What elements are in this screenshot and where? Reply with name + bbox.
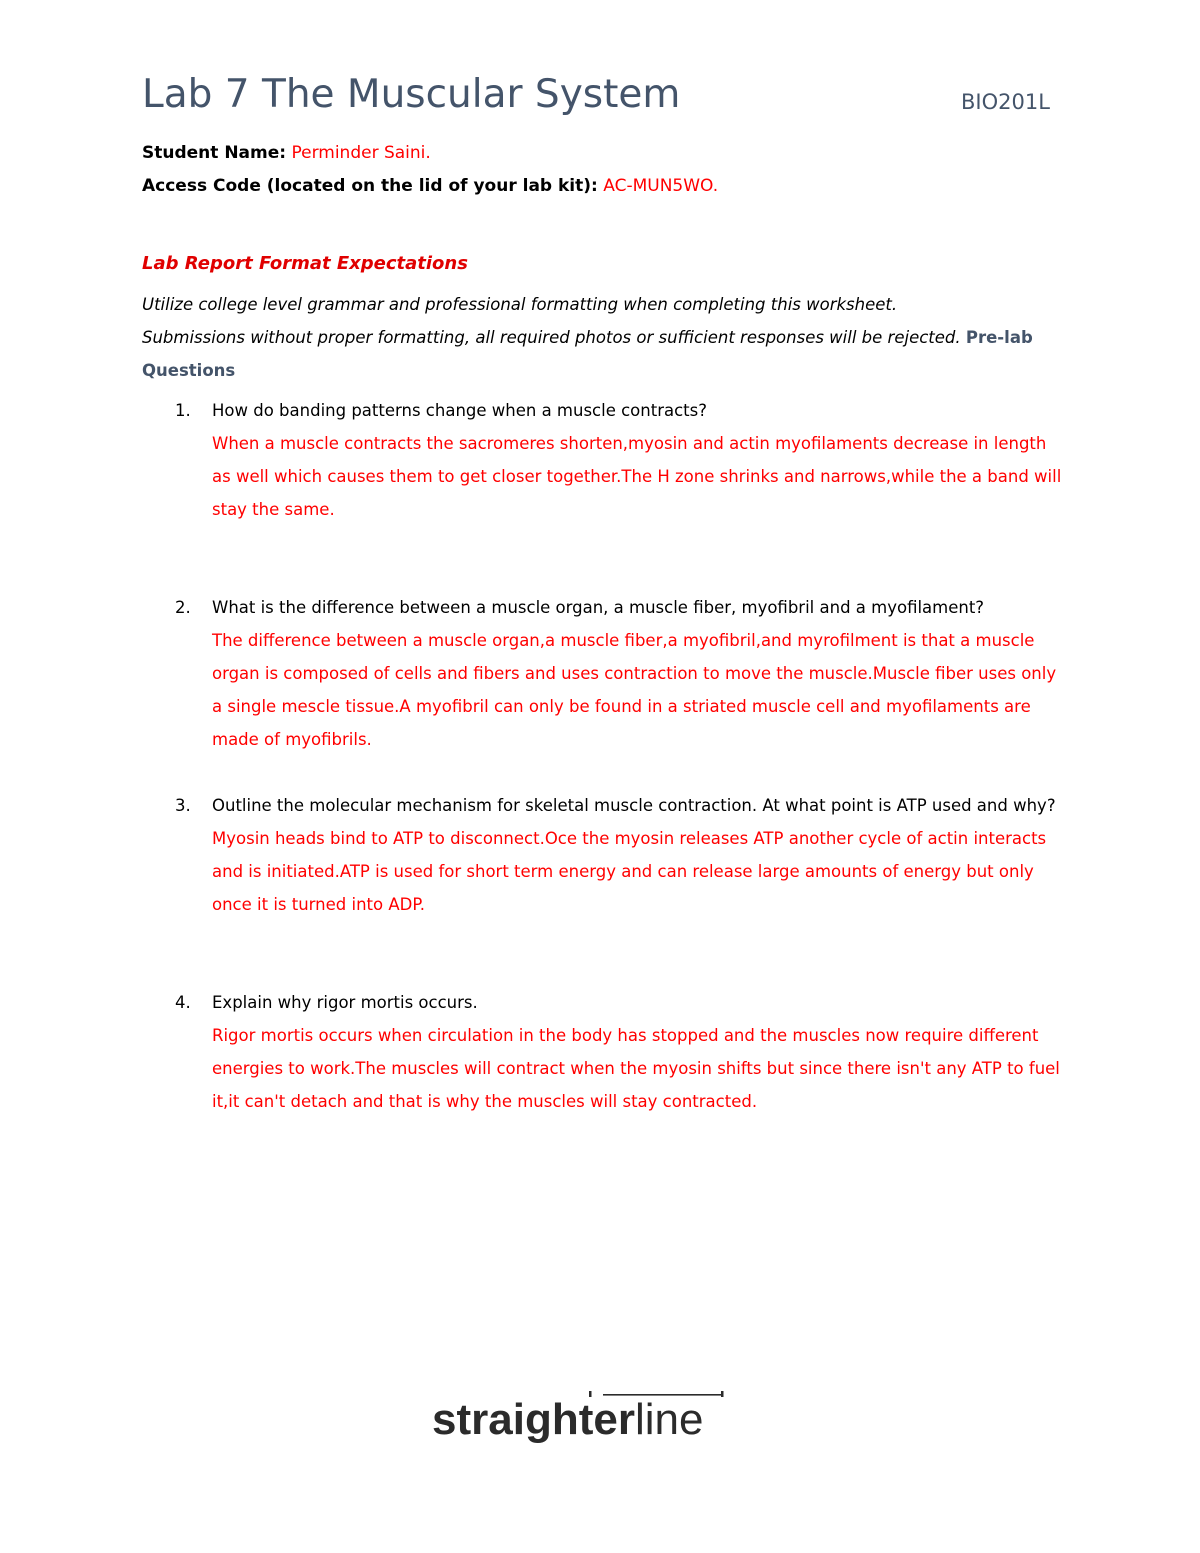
format-body [142, 288, 1057, 387]
question-item [175, 591, 1070, 756]
prelab-heading: Pre-lab Questions [142, 328, 1033, 380]
logo-bold: straighter [432, 1395, 635, 1444]
student-name-value: Perminder Saini. [291, 143, 431, 163]
logo-tick-right [721, 1391, 724, 1397]
logo-text [432, 1395, 703, 1444]
question-text: What is the difference between a muscle organ, a muscle fiber, myofibril and a myofilament? [212, 598, 985, 617]
access-code-label: Access Code (located on the lid of your lab kit): [142, 176, 598, 196]
answer-text: Myosin heads bind to ATP to disconnect.Oce the myosin releases ATP another cycle of actin interacts and is initiated.ATP is used for short term energy and can release large amounts of energy but only once it is turned into ADP. [212, 829, 1047, 914]
question-item [175, 789, 1070, 921]
student-name-label: Student Name: [142, 143, 287, 163]
format-line-2 [142, 321, 1057, 387]
answer-text: The difference between a muscle organ,a muscle fiber,a myofibril,and myrofilment is that a muscle organ is composed of cells and fibers and uses contraction to move the muscle.Muscle fiber uses only a single mescle tissue.A myofibril can only be found in a striated muscle cell and myofilaments are made of myofibrils. [212, 631, 1057, 749]
question-item [175, 394, 1070, 526]
format-line-2-text: Submissions without proper formatting, all required photos or sufficient responses will be rejected. [142, 328, 961, 347]
question-number: 4. [175, 993, 191, 1012]
document-title: Lab 7 The Muscular System [142, 72, 681, 117]
format-line-1: Utilize college level grammar and professional formatting when completing this worksheet. [142, 295, 898, 314]
course-code: BIO201L [961, 90, 1050, 114]
question-number: 1. [175, 401, 191, 420]
straighterline-logo [432, 1390, 762, 1452]
logo-light: line [634, 1395, 704, 1444]
access-code-value: AC-MUN5WO. [603, 176, 719, 196]
question-text: Explain why rigor mortis occurs. [212, 993, 478, 1012]
question-item [175, 986, 1070, 1118]
format-heading: Lab Report Format Expectations [142, 253, 468, 274]
access-code-line [142, 176, 718, 196]
answer-text: Rigor mortis occurs when circulation in the body has stopped and the muscles now require different energies to work.The muscles will contract when the myosin shifts but since there isn't any ATP to fuel it,it can't detach and that is why the muscles will stay contracted. [212, 1026, 1060, 1111]
question-text: How do banding patterns change when a muscle contracts? [212, 401, 707, 420]
question-number: 2. [175, 598, 191, 617]
question-text: Outline the molecular mechanism for skeletal muscle contraction. At what point is ATP used and why? [212, 796, 1056, 815]
question-number: 3. [175, 796, 191, 815]
student-name-line [142, 143, 431, 163]
answer-text: When a muscle contracts the sacromeres shorten,myosin and actin myofilaments decrease in length as well which causes them to get closer together.The H zone shrinks and narrows,while the a band will stay the same. [212, 434, 1062, 519]
